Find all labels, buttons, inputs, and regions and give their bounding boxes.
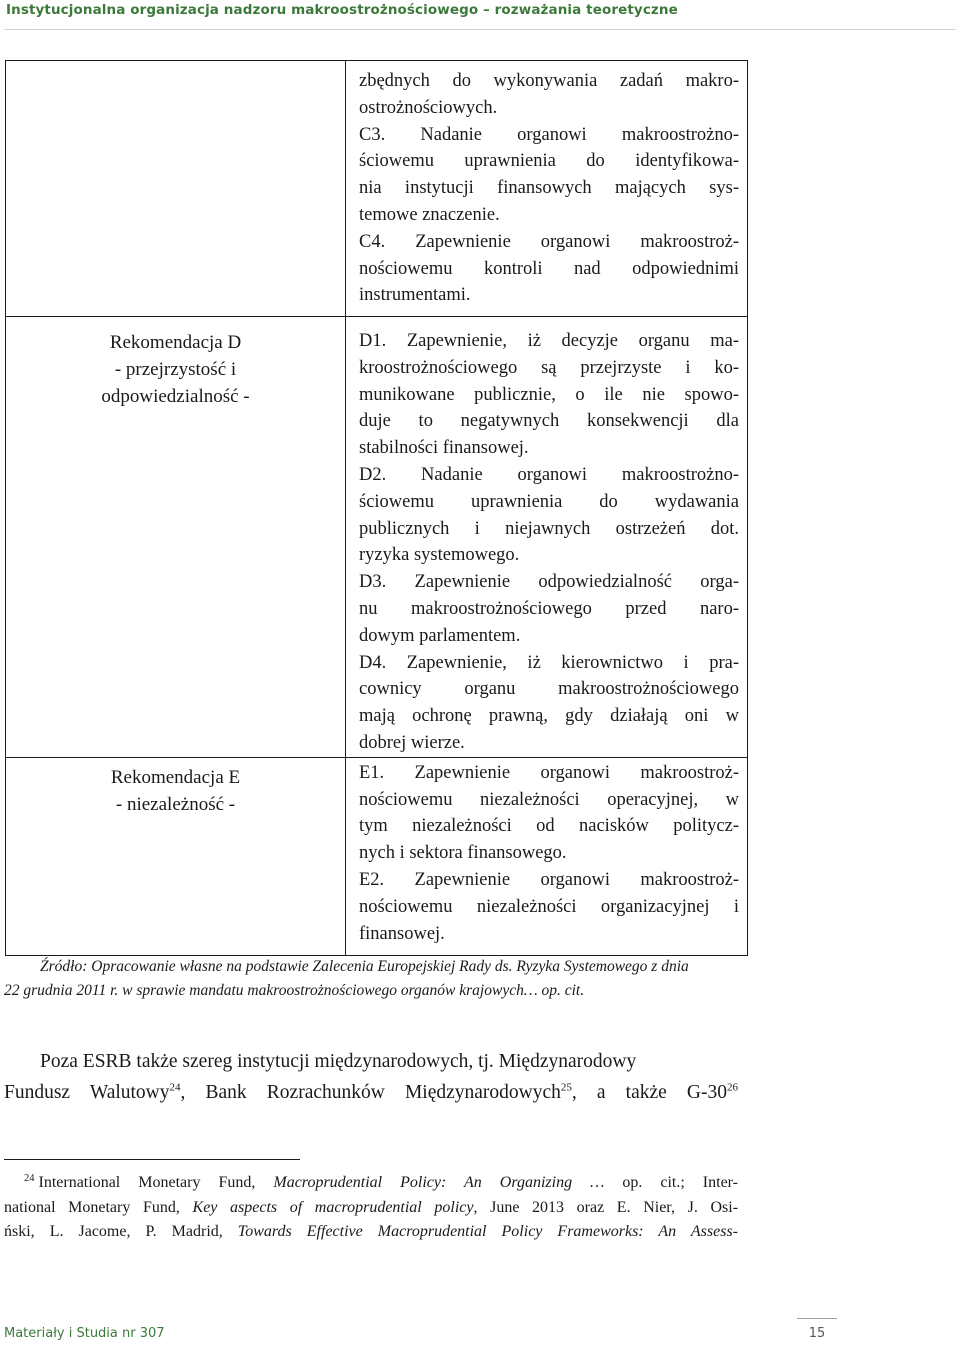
paragraph-text: Fundusz Walutowy [4,1082,170,1103]
footnote-title: Towards Effective Macroprudential Policy Frameworks: An Assess- [237,1223,738,1240]
page-number: 15 [797,1318,837,1349]
text-line: nościowemu kontroli nad odpowiednimi [359,258,739,279]
text-line: stabilności finansowej. [359,438,529,459]
text-line: D2. Nadanie organowi makroostrożno- [359,464,739,485]
text-line: E1. Zapewnienie organowi makroostroż- [359,762,739,783]
text-line: finansowej. [359,923,445,944]
body-paragraph [4,1046,738,1108]
text-line: nych i sektora finansowego. [359,843,567,864]
text-line: D4. Zapewnienie, iż kierownictwo i pra- [359,652,739,673]
label-line: odpowiedzialność - [101,386,250,407]
text-line: ostrożnościowych. [359,97,498,118]
footnote-title: Macroprudential Policy: An Organizing … [273,1174,605,1191]
footnote-line [4,1196,738,1221]
text-line: duje to negatywnych konsekwencji dla [359,411,739,432]
running-header [4,0,956,30]
label-line: - niezależność - [115,793,236,815]
text-line: cownicy organu makroostrożnościowego [359,679,739,700]
text-line: instrumentami. [359,285,471,306]
text-line: C3. Nadanie organowi makroostrożno- [359,124,739,145]
text-line: D3. Zapewnienie odpowiedzialność orga- [359,572,739,593]
text-line: ściowemu uprawnienia do wydawania [359,491,739,512]
footer-publication-title: Materiały i Studia nr 307 [4,1326,165,1341]
rec-d-text [346,317,747,757]
table-row [6,317,748,758]
footnote-ref[interactable]: 25 [560,1081,572,1094]
rec-e-text [346,758,747,948]
text-line: mają ochronę prawną, gdy działają oni w [359,706,739,727]
text-line: temowe znaczenie. [359,204,500,225]
paragraph-text: , a także G-30 [571,1082,728,1103]
footnote-text: , June 2013 oraz E. Nier, J. Osi- [473,1198,739,1216]
footnote-number: 24 [24,1172,35,1184]
running-header-title: Instytucjonalna organizacja nadzoru makroostrożnościowego – rozważania teoretyczne [6,2,678,18]
content-cell-d [346,317,748,758]
label-line: Rekomendacja E [110,766,241,788]
label-line: Rekomendacja D [109,332,242,353]
footnote-text: national Monetary Fund, [4,1198,193,1216]
paragraph-text: , Bank Rozrachunków Międzynarodowych [180,1082,561,1103]
text-line: publicznych i niejawnych ostrzeżeń dot. [359,518,739,539]
source-line: Źródło: Opracowanie własne na podstawie Zalecenia Europejskiej Rady ds. Ryzyka Systemowego z dnia [40,958,689,975]
text-line: nościowemu niezależności organizacyjnej i [359,896,739,917]
text-line: C4. Zapewnienie organowi makroostroż- [359,231,739,252]
footnote-line [4,1220,738,1245]
rec-c-text [346,61,747,309]
footnote-text: International Monetary Fund, [38,1174,274,1191]
footnote-text: op. cit.; Inter- [604,1174,739,1191]
paragraph-line: Poza ESRB także szereg instytucji międzynarodowych, tj. Międzynarodowy [40,1051,637,1072]
label-cell-e [6,757,346,955]
footnote [4,1171,738,1245]
content-cell-e [346,757,748,955]
source-line: 22 grudnia 2011 r. w sprawie mandatu makroostrożnościowego organów krajowych… op. cit. [4,982,585,999]
footnote-title: Key aspects of macroprudential policy [192,1198,474,1216]
label-cell-empty [6,61,346,317]
rec-d-label [6,317,345,410]
recommendations-table [5,60,748,956]
table-row [6,61,748,317]
text-line: ściowemu uprawnienia do identyfikowa- [359,151,739,172]
text-line: zbędnych do wykonywania zadań makro- [359,71,739,91]
footnote-ref[interactable]: 26 [727,1081,739,1094]
text-line: tym niezależności od nacisków politycz- [359,816,739,837]
text-line: munikowane publicznie, o ile nie spowo- [359,384,739,405]
table-source-note [4,955,744,1003]
label-cell-d [6,317,346,758]
rec-e-label [6,758,345,818]
text-line: nia instytucji finansowych mających sys- [359,178,739,199]
text-line: ryzyka systemowego. [359,545,520,566]
label-line: - przejrzystość i [114,359,237,380]
text-line: dowym parlamentem. [359,625,521,646]
footnote-divider [4,1159,300,1160]
text-line: kroostrożnościowego są przejrzyste i ko- [359,357,739,378]
text-line: nu makroostrożnościowego przed naro- [359,598,739,619]
table-row [6,757,748,955]
text-line: nościowemu niezależności operacyjnej, w [359,789,739,810]
text-line: D1. Zapewnienie, iż decyzje organu ma- [359,331,739,351]
content-cell-c [346,61,748,317]
text-line: dobrej wierze. [359,732,465,753]
footnote-text: ński, L. Jacome, P. Madrid, [4,1223,238,1240]
footnote-line [4,1171,738,1196]
footnote-ref[interactable]: 24 [169,1081,181,1094]
paragraph-line [4,1077,738,1108]
text-line: E2. Zapewnienie organowi makroostroż- [359,869,739,890]
